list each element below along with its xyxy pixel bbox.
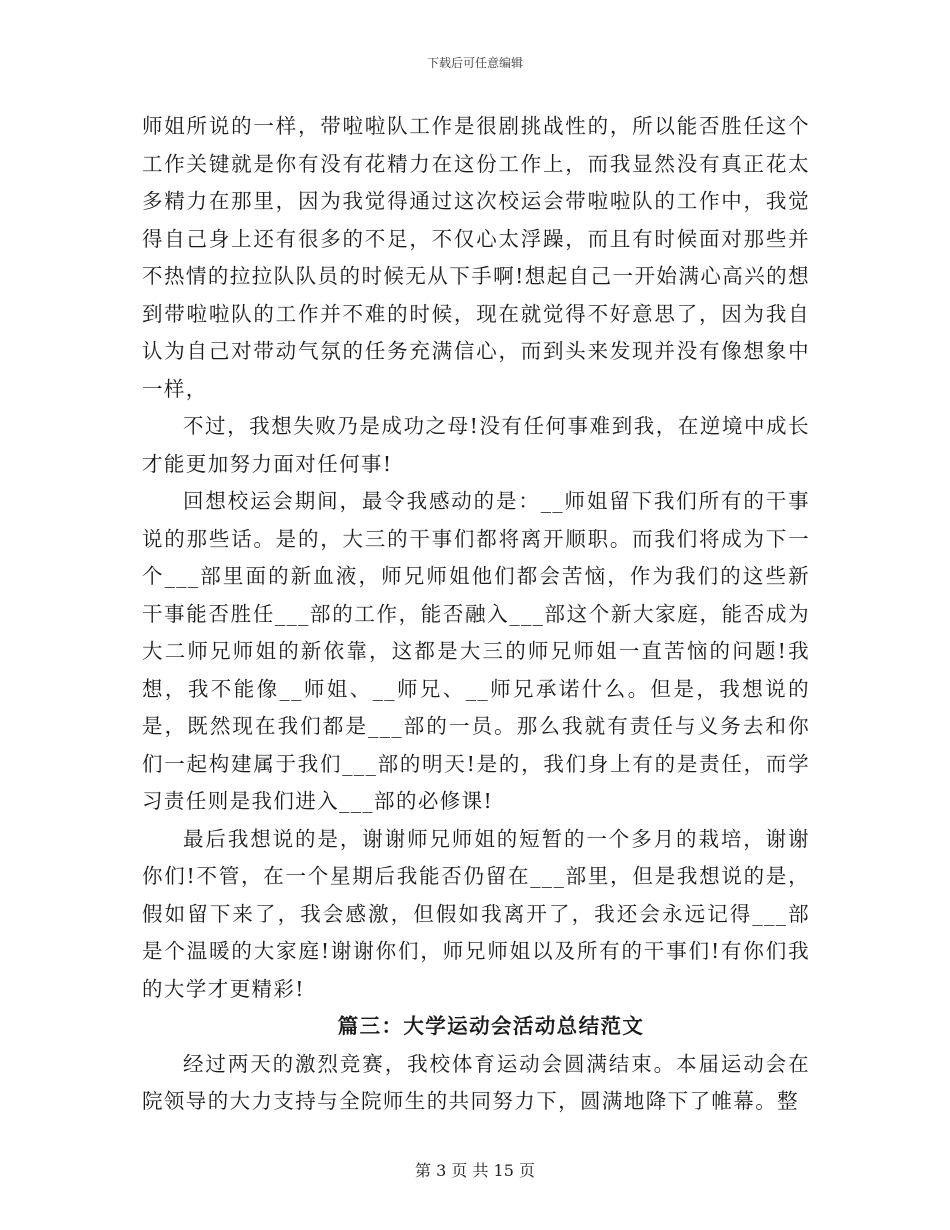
paragraph-memory: 回想校运会期间，最令我感动的是：__师姐留下我们所有的干事说的那些话。是的，大三的干事们都将离开顺职。而我们将成为下一个___部里面的新血液，师兄师姐他们都会苦恼，作为我们的这些新干事能否胜任___部的工作，能否融入___部这个新大家庭，能否成为大二师兄师姐的新依靠，这都是大三的师兄师姐一直苦恼的问题!我想，我不能像__师姐、__师兄、__师兄承诺什么。但是，我想说的是，既然现在我们都是___部的一员。那么我就有责任与义务去和你们一起构建属于我们___部的明天!是的，我们身上有的是责任，而学习责任则是我们进入___部的必修课!: [142, 489, 810, 813]
section-title: 篇三：大学运动会活动总结范文: [337, 1014, 645, 1038]
paragraph-continued: 师姐所说的一样，带啦啦队工作是很剧挑战性的，所以能否胜任这个工作关键就是你有没有花精力在这份工作上，而我显然没有真正花太多精力在那里，因为我觉得通过这次校运会带啦啦队的工作中，我觉得自己身上还有很多的不足，不仅心太浮躁，而且有时候面对那些并不热情的拉拉队队员的时候无从下手啊!想起自己一开始满心高兴的想到带啦啦队的工作并不难的时候，现在就觉得不好意思了，因为我自认为自己对带动气氛的任务充满信心，而到头来发现并没有像想象中一样，: [142, 114, 810, 401]
page-header-note: 下载后可任意编辑: [426, 56, 523, 70]
paragraph-failure: 不过，我想失败乃是成功之母!没有任何事难到我，在逆境中成长才能更加努力面对任何事!: [142, 414, 810, 476]
page-number: 第 3 页 共 15 页: [415, 1161, 535, 1180]
section-paragraph: 经过两天的激烈竞赛，我校体育运动会圆满结束。本届运动会在院领导的大力支持与全院师生的共同努力下，圆满地降下了帷幕。整: [142, 1051, 810, 1113]
paragraph-thanks: 最后我想说的是，谢谢师兄师姐的短暂的一个多月的栽培，谢谢你们!不管，在一个星期后我能否仍留在___部里，但是我想说的是，假如留下来了，我会感激，但假如我离开了，我还会永远记得___部是个温暖的大家庭!谢谢你们，师兄师姐以及所有的干事们!有你们我的大学才更精彩!: [142, 826, 810, 1001]
document-body: [142, 108, 810, 1121]
